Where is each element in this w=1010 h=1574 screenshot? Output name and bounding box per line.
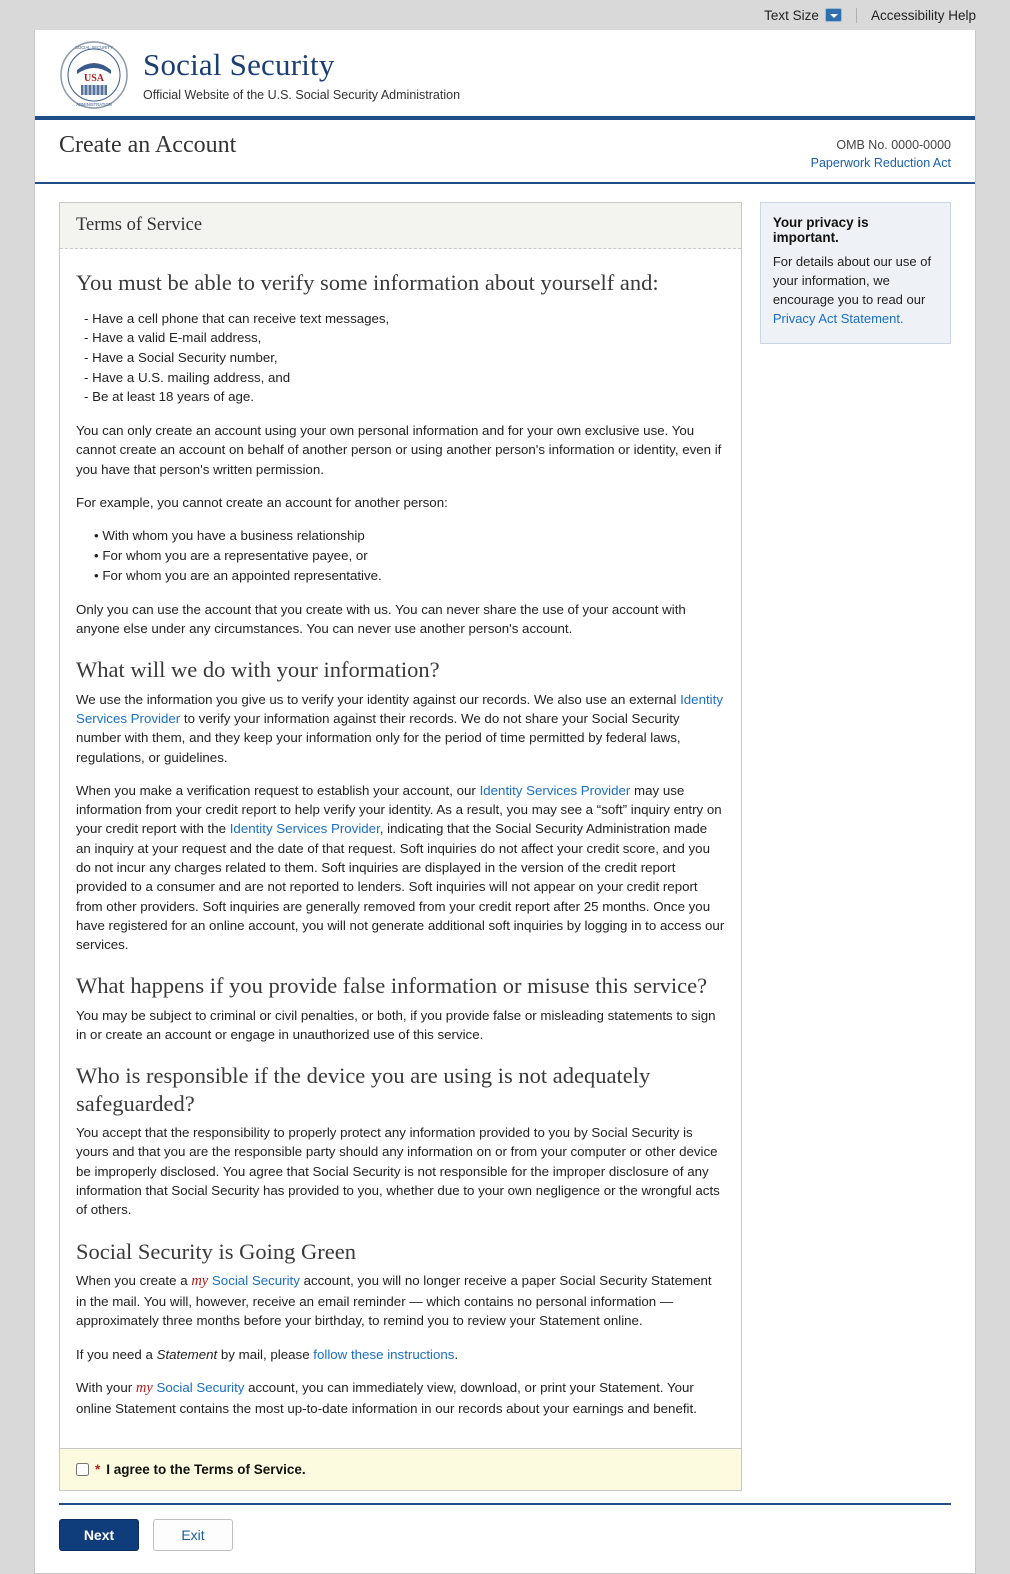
text-size-control[interactable]	[764, 8, 842, 23]
heading-verify-info: You must be able to verify some information about yourself and:	[76, 270, 659, 296]
agree-terms-checkbox[interactable]	[76, 1463, 89, 1476]
page-title: Create an Account	[59, 132, 237, 158]
chevron-down-icon[interactable]	[825, 8, 842, 22]
svg-text:SOCIAL SECURITY: SOCIAL SECURITY	[75, 45, 113, 50]
my-social-security-wordmark	[191, 1273, 300, 1288]
utility-bar	[0, 0, 1010, 30]
paragraph-what-we-do	[76, 690, 725, 767]
example-bullets-list	[76, 526, 725, 586]
site-header	[35, 30, 975, 116]
social-security-wordmark: Social Security	[208, 1272, 300, 1288]
list-item: • For whom you are an appointed representative.	[94, 567, 382, 583]
list-item: - Have a U.S. mailing address, and	[84, 369, 291, 385]
privacy-heading: Your privacy is important.	[772, 215, 869, 246]
identity-services-provider-link[interactable]: Identity Services Provider	[229, 821, 380, 837]
privacy-act-statement-link[interactable]: Privacy Act Statement.	[772, 310, 904, 326]
text-fragment: account, you will no longer receive a paper Social Security Statement in the mail. You will, however, receive an email reminder — which contains no personal information — approximately three months before your birthday, to remind you to review your Statement online.	[76, 1272, 712, 1329]
required-marker: *	[95, 1462, 101, 1478]
brand-block	[143, 48, 460, 101]
text-fragment: We use the information you give us to verify your identity against our records. We also use an external	[76, 691, 681, 707]
list-item: - Have a Social Security number,	[84, 350, 278, 366]
content-area	[35, 184, 975, 1491]
paragraph-false-information: You may be subject to criminal or civil penalties, or both, if you provide false or misleading statements to sign in or create an account or engage in unauthorized use of this service.	[76, 1007, 716, 1043]
text-fragment: account, you can immediately view, download, or print your Statement. Your online Statement contains the most up-to-date information in our records about your earnings and benefit.	[76, 1379, 697, 1416]
text-fragment: , indicating that the Social Security Administration made an inquiry at your request and the date of that request. Soft inquiries do not affect your credit score, and you do not incur any charges related to them. Soft inquiries are displayed in the version of the credit report provided to a consumer and are not reported to lenders. Soft inquiries will not appear on your credit report from other providers. Soft inquiries are generally removed from your credit report after 25 months. Once you have registered for an online account, you will not generate additional soft inquiries by logging in to access our services.	[76, 821, 725, 953]
agree-terms-label: I agree to the Terms of Service.	[106, 1462, 306, 1478]
identity-services-provider-link[interactable]: Identity Services Provider	[479, 782, 631, 798]
agree-terms-bar[interactable]	[59, 1449, 742, 1491]
my-wordmark: my	[135, 1379, 153, 1396]
my-social-security-wordmark	[136, 1380, 245, 1395]
paragraph-online-statement	[76, 1378, 725, 1418]
omb-block	[811, 132, 951, 172]
text-fragment: When you make a verification request to establish your account, our	[76, 782, 480, 798]
terms-panel-body	[60, 249, 741, 1448]
text-size-label: Text Size	[764, 7, 819, 23]
ssa-seal-icon	[59, 40, 129, 110]
site-tagline: Official Website of the U.S. Social Security Administration	[143, 87, 461, 102]
omb-number: OMB No. 0000-0000	[836, 138, 951, 152]
text-fragment: For details about our use of your information, we encourage you to read our	[772, 254, 932, 307]
terms-panel-heading: Terms of Service	[60, 203, 741, 249]
page-shell	[34, 30, 976, 1574]
paragraph-own-use: You can only create an account using your own personal information and for your own exclusive use. You cannot create an account on behalf of another person or using another person's information or identity, even if you have that person's written permission.	[76, 423, 722, 477]
text-fragment: With your	[76, 1379, 136, 1395]
social-security-wordmark: Social Security	[152, 1379, 245, 1395]
svg-text:ADMINISTRATION: ADMINISTRATION	[76, 102, 112, 107]
next-button[interactable]: Next	[59, 1519, 139, 1551]
statement-italic: Statement	[156, 1346, 218, 1362]
sidebar	[760, 202, 951, 1491]
follow-these-instructions-link[interactable]: follow these instructions	[313, 1346, 455, 1362]
paragraph-example-lead: For example, you cannot create an account for another person:	[76, 494, 448, 510]
paragraph-only-you: Only you can use the account that you create with us. You can never share the use of your account with anyone else under any circumstances. You can never use another person's account.	[76, 601, 686, 637]
text-fragment: When you create a	[76, 1272, 192, 1288]
terms-of-service-panel	[59, 202, 742, 1449]
heading-device-safeguard: Who is responsible if the device you are using is not adequately safeguarded?	[76, 1063, 651, 1116]
form-actions	[35, 1505, 975, 1573]
text-fragment: by mail, please	[217, 1346, 314, 1362]
privacy-callout	[760, 202, 951, 343]
text-fragment: may use information from your credit report to help verify your identity. As a result, you may see a “soft” inquiry entry on your credit report with the	[76, 782, 722, 837]
main-column	[59, 202, 742, 1491]
paragraph-credit-inquiry	[76, 781, 725, 954]
accessibility-help-link[interactable]: Accessibility Help	[870, 7, 976, 23]
heading-going-green: Social Security is Going Green	[76, 1238, 356, 1264]
text-fragment: If you need a	[76, 1346, 157, 1362]
identity-services-provider-link[interactable]: Identity Services Provider	[76, 691, 723, 727]
page-title-row	[35, 120, 975, 184]
list-item: • With whom you have a business relationship	[94, 528, 365, 544]
site-brand-title: Social Security	[143, 47, 335, 83]
list-item: • For whom you are a representative payee, or	[94, 548, 368, 564]
privacy-text	[773, 253, 938, 328]
heading-what-we-do: What will we do with your information?	[76, 657, 440, 683]
list-item: - Have a cell phone that can receive text messages,	[84, 310, 390, 326]
my-wordmark: my	[191, 1272, 209, 1289]
requirements-list	[76, 309, 725, 407]
paperwork-reduction-act-link[interactable]: Paperwork Reduction Act	[810, 156, 951, 171]
list-item: - Be at least 18 years of age.	[84, 389, 255, 405]
text-fragment: to verify your information against their records. We do not share your Social Security number with them, and they keep your information only for the period of time permitted by federal laws, regulations, or guidelines.	[76, 711, 681, 765]
heading-false-information: What happens if you provide false information or misuse this service?	[76, 973, 708, 999]
list-item: - Have a valid E-mail address,	[84, 330, 262, 346]
paragraph-device-safeguard: You accept that the responsibility to properly protect any information provided to you by Social Security is yours and that you are the responsible party should any information on or from your computer or other device be improperly disclosed. You agree that Social Security is not responsible for the improper disclosure of any information that Social Security has provided to you, whether due to your own negligence or the wrongful acts of others.	[76, 1125, 720, 1218]
text-fragment: .	[454, 1346, 459, 1362]
paragraph-statement-by-mail	[76, 1345, 725, 1364]
svg-text:USA: USA	[83, 73, 105, 84]
divider	[856, 8, 857, 23]
paragraph-going-green	[76, 1271, 725, 1331]
exit-button[interactable]: Exit	[153, 1519, 233, 1551]
